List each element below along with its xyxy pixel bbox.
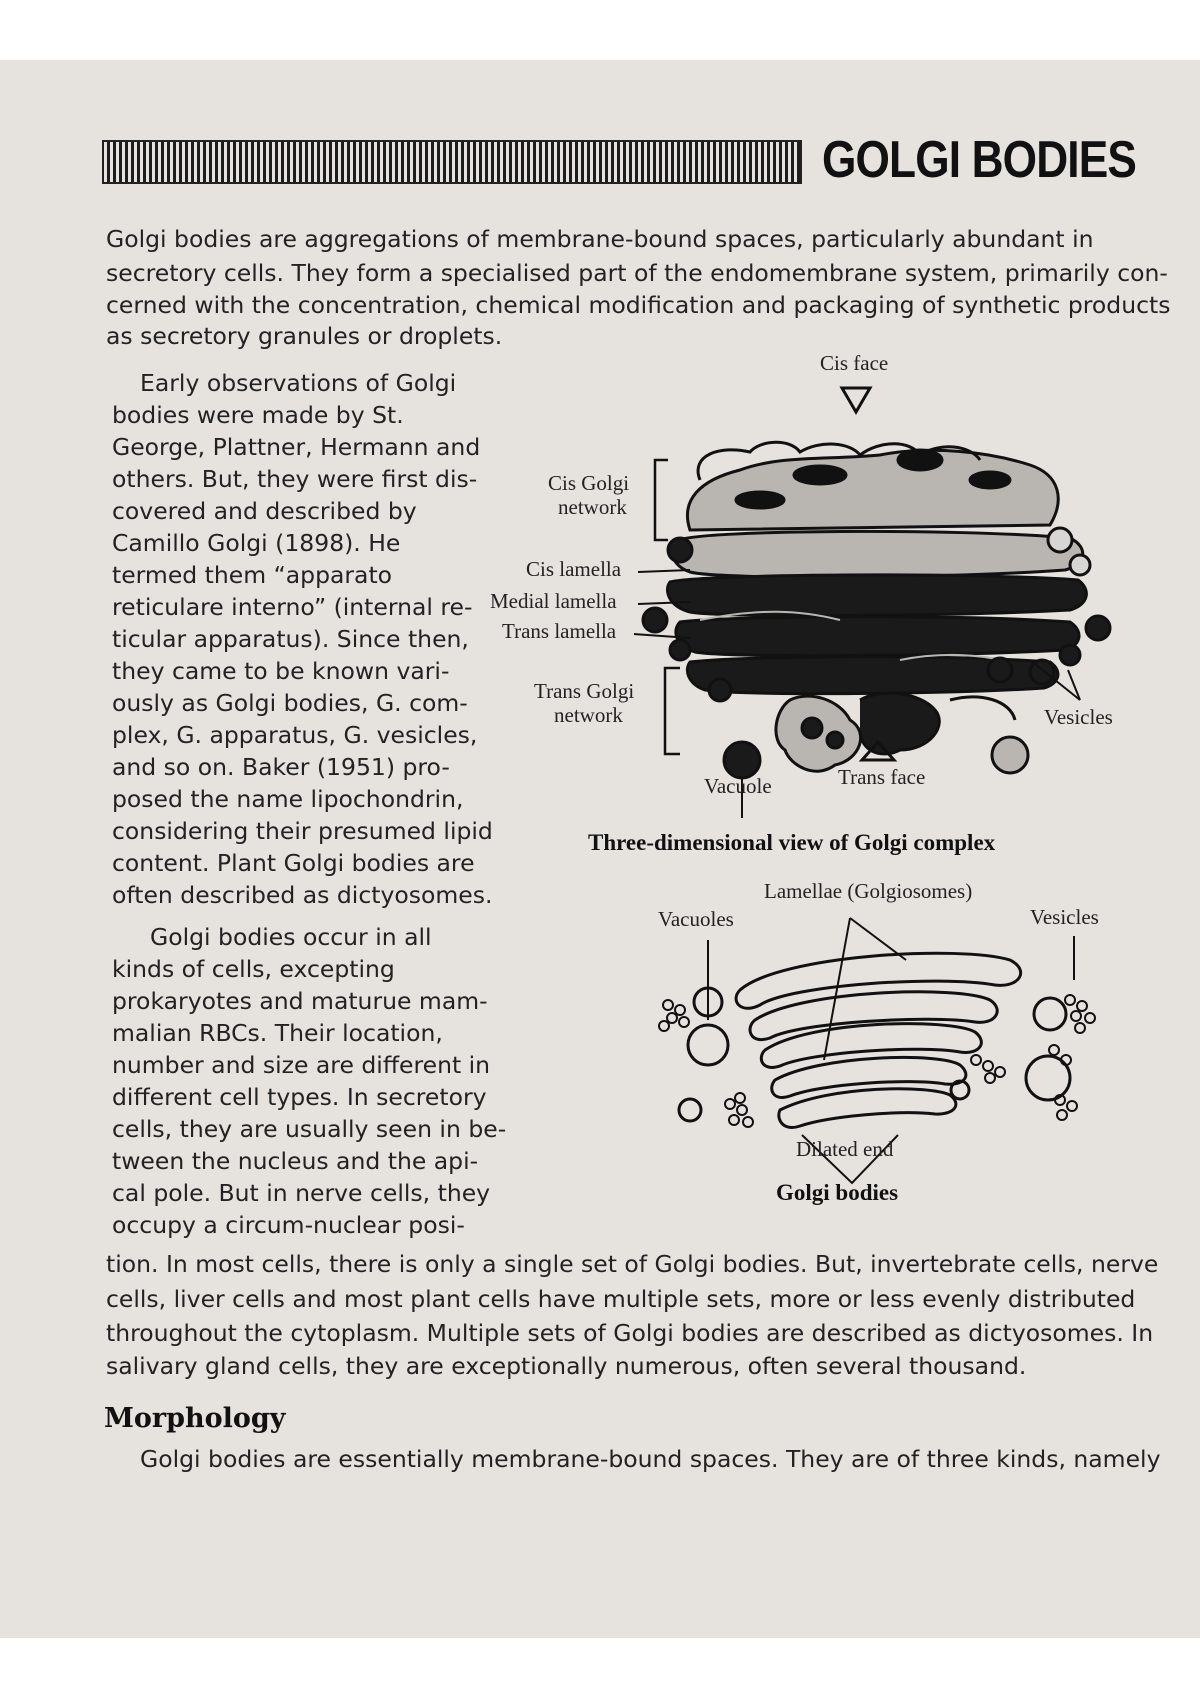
column-line: reticulare interno” (internal re- <box>112 593 473 621</box>
column-line: cal pole. But in nerve cells, they <box>112 1179 491 1207</box>
bottom-line: salivary gland cells, they are exceptionally numerous, often several thousand. <box>106 1352 1027 1380</box>
medial-lamella-label: Medial lamella <box>490 589 617 613</box>
vesicle-shape <box>668 538 692 562</box>
column-line: cells, they are usually seen in be- <box>112 1115 507 1143</box>
intro-line: Golgi bodies are aggregations of membrane-bound spaces, particularly abundant in <box>106 225 1094 253</box>
vesicle-shape <box>1086 616 1110 640</box>
vesicles-label: Vesicles <box>1044 705 1113 729</box>
vesicle-shape <box>1034 998 1066 1030</box>
vacuole-label: Vacuole <box>704 774 772 798</box>
column-line: number and size are different in <box>112 1051 491 1079</box>
trans-golgi-network-label: network <box>554 703 623 727</box>
column-line: prokaryotes and maturue mam- <box>112 987 488 1015</box>
intro-line: secretory cells. They form a specialised part of the endomembrane system, primarily con- <box>106 259 1168 287</box>
column-line: Camillo Golgi (1898). He <box>112 529 401 557</box>
figure1-caption: Three-dimensional view of Golgi complex <box>588 830 996 855</box>
vesicle-shape <box>992 737 1028 773</box>
vesicle-cluster <box>659 995 1095 1127</box>
bottom-line: throughout the cytoplasm. Multiple sets of Golgi bodies are described as dictyosomes. In <box>106 1319 1154 1347</box>
cis-face-label: Cis face <box>820 351 889 375</box>
intro-line: cerned with the concentration, chemical modification and packaging of synthetic products <box>106 291 1171 319</box>
intro-line: as secretory granules or droplets. <box>106 322 503 350</box>
vesicle-shape <box>1048 528 1072 552</box>
dilated-end-label: Dilated end <box>796 1137 894 1161</box>
column-line: content. Plant Golgi bodies are <box>112 849 475 877</box>
column-line: often described as dictyosomes. <box>112 881 493 909</box>
bottom-line: tion. In most cells, there is only a single set of Golgi bodies. But, invertebrate cells, nerve <box>106 1250 1159 1278</box>
figure2-caption: Golgi bodies <box>776 1180 899 1205</box>
cis-golgi-network-label: network <box>558 495 627 519</box>
morphology-text: Golgi bodies are essentially membrane-bound spaces. They are of three kinds, namely <box>140 1445 1161 1473</box>
column-line: George, Plattner, Hermann and <box>112 433 481 461</box>
column-line: tween the nucleus and the api- <box>112 1147 479 1175</box>
vesicle-shape <box>988 658 1012 682</box>
column-line: Golgi bodies occur in all <box>150 923 432 951</box>
column-line: plex, G. apparatus, G. vesicles, <box>112 721 478 749</box>
trans-face-label: Trans face <box>838 765 926 789</box>
trans-golgi-label: Trans Golgi <box>534 679 635 703</box>
column-line: others. But, they were first dis- <box>112 465 478 493</box>
column-line: ticular apparatus). Since then, <box>112 625 469 653</box>
leader-line <box>638 570 690 572</box>
column-line: covered and described by <box>112 497 417 525</box>
column-line: and so on. Baker (1951) pro- <box>112 753 450 781</box>
vacuoles-label: Vacuoles <box>658 907 734 931</box>
column-line: Early observations of Golgi <box>140 369 457 397</box>
column-line: posed the name lipochondrin, <box>112 785 464 813</box>
cis-lamella-label: Cis lamella <box>526 557 622 581</box>
cis-face-arrow-icon <box>842 388 870 412</box>
trans-lamella-label: Trans lamella <box>502 619 617 643</box>
column-line: termed them “apparato <box>112 561 393 589</box>
column-line: occupy a circum-nuclear posi- <box>112 1211 465 1239</box>
golgi-complex-figure <box>0 60 1200 1638</box>
cis-golgi-network <box>687 442 1058 530</box>
vesicle-shape <box>1026 1056 1070 1100</box>
morphology-heading: Morphology <box>104 1403 286 1434</box>
vesicle-shape <box>643 608 667 632</box>
cis-network-bracket <box>655 460 668 540</box>
vesicle-shape <box>709 679 731 701</box>
vacuole-shape <box>724 742 760 778</box>
cis-golgi-label: Cis Golgi <box>548 471 630 495</box>
book-page <box>0 60 1200 1638</box>
chapter-heading: GOLGI BODIES <box>822 131 1136 189</box>
vesicle-shape <box>670 640 690 660</box>
golgi-cisternae <box>736 953 1021 1127</box>
column-line: kinds of cells, excepting <box>112 955 395 983</box>
column-line: they came to be known vari- <box>112 657 450 685</box>
bottom-line: cells, liver cells and most plant cells have multiple sets, more or less evenly distributed <box>106 1285 1136 1313</box>
column-line: bodies were made by St. <box>112 401 404 429</box>
column-line: considering their presumed lipid <box>112 817 493 845</box>
vesicles2-label: Vesicles <box>1030 905 1099 929</box>
lamella-stack <box>667 531 1086 693</box>
vesicle-shape <box>1060 645 1080 665</box>
column-line: different cell types. In secretory <box>112 1083 487 1111</box>
vesicle-shape <box>1070 555 1090 575</box>
column-line: ously as Golgi bodies, G. com- <box>112 689 468 717</box>
vacuole-shape <box>679 1099 701 1121</box>
lamellae-label: Lamellae (Golgiosomes) <box>764 879 973 903</box>
column-line: malian RBCs. Their location, <box>112 1019 443 1047</box>
trans-network-bracket <box>665 668 680 754</box>
vacuole-shape <box>688 1025 728 1065</box>
